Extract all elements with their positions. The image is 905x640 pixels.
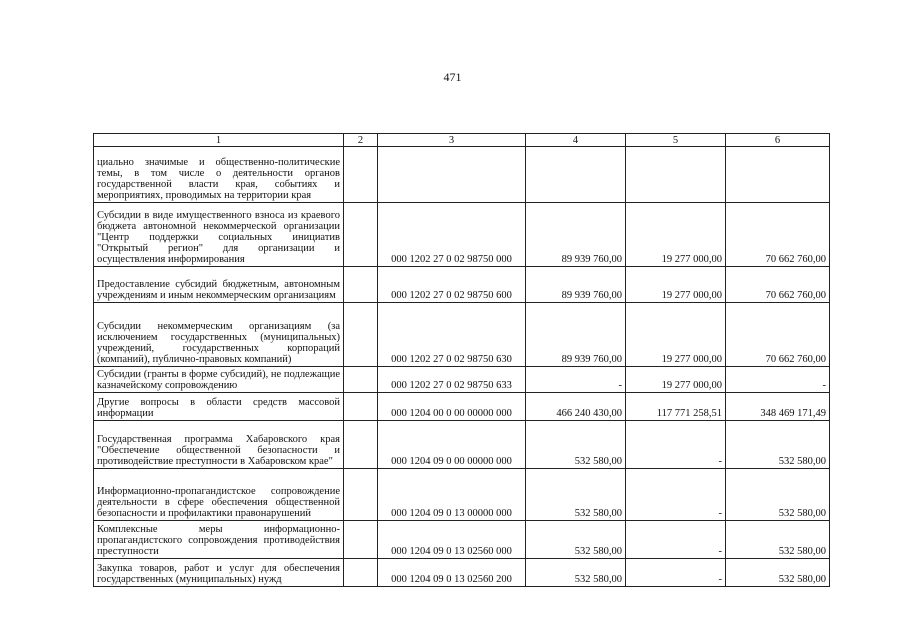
row-value-col5: 117 771 258,51	[626, 393, 726, 421]
row-value-col4: 89 939 760,00	[526, 203, 626, 267]
row-value-col6: 348 469 171,49	[726, 393, 830, 421]
row-code-cell: 000 1202 27 0 02 98750 000	[378, 203, 526, 267]
row-value-col4: 532 580,00	[526, 559, 626, 587]
row-value-col4: 89 939 760,00	[526, 303, 626, 367]
table-row	[94, 267, 830, 303]
table-row	[94, 367, 830, 393]
row-name-cell: Субсидии некоммерческим организациям (за исключением государственных (муниципальных) учреждений, государственных корпораций (компаний), публично-правовых компаний)	[94, 303, 344, 367]
row-value-col6: 532 580,00	[726, 521, 830, 559]
table-row	[94, 469, 830, 521]
row-value-col4	[526, 147, 626, 203]
column-header: 6	[726, 134, 830, 147]
row-value-col5: 19 277 000,00	[626, 303, 726, 367]
row-code-cell: 000 1204 00 0 00 00000 000	[378, 393, 526, 421]
row-col2-cell	[344, 421, 378, 469]
row-value-col4: 466 240 430,00	[526, 393, 626, 421]
table-body	[94, 147, 830, 587]
row-value-col6: -	[726, 367, 830, 393]
row-value-col6	[726, 147, 830, 203]
table-row	[94, 203, 830, 267]
row-col2-cell	[344, 203, 378, 267]
row-code-cell: 000 1204 09 0 13 00000 000	[378, 469, 526, 521]
row-code-cell: 000 1204 09 0 00 00000 000	[378, 421, 526, 469]
row-value-col5: -	[626, 421, 726, 469]
row-value-col6: 532 580,00	[726, 469, 830, 521]
row-col2-cell	[344, 521, 378, 559]
row-value-col5: -	[626, 559, 726, 587]
row-value-col5: -	[626, 521, 726, 559]
row-value-col4: 89 939 760,00	[526, 267, 626, 303]
row-value-col4: 532 580,00	[526, 521, 626, 559]
column-header: 2	[344, 134, 378, 147]
row-col2-cell	[344, 303, 378, 367]
table-row	[94, 421, 830, 469]
table-row	[94, 303, 830, 367]
page-number: 471	[443, 70, 462, 84]
row-col2-cell	[344, 147, 378, 203]
row-name-cell: Субсидии (гранты в форме субсидий), не подлежащие казначейскому сопровождению	[94, 367, 344, 393]
table-row	[94, 521, 830, 559]
row-name-cell: циально значимые и общественно-политические темы, в том числе о деятельности органов государственной власти края, событиях и мероприятиях, проводимых на территории края	[94, 147, 344, 203]
row-name-cell: Государственная программа Хабаровского края "Обеспечение общественной безопасности и противодействие преступности в Хабаровском крае"	[94, 421, 344, 469]
row-col2-cell	[344, 393, 378, 421]
row-value-col6: 532 580,00	[726, 421, 830, 469]
row-col2-cell	[344, 559, 378, 587]
row-code-cell: 000 1204 09 0 13 02560 200	[378, 559, 526, 587]
budget-table	[93, 133, 830, 587]
row-value-col4: 532 580,00	[526, 469, 626, 521]
row-value-col6: 70 662 760,00	[726, 303, 830, 367]
row-code-cell: 000 1202 27 0 02 98750 633	[378, 367, 526, 393]
row-name-cell: Закупка товаров, работ и услуг для обеспечения государственных (муниципальных) нужд	[94, 559, 344, 587]
table-header-row	[94, 134, 830, 147]
row-name-cell: Информационно-пропагандистское сопровождение деятельности в сфере обеспечения общественной безопасности и профилактики правонарушений	[94, 469, 344, 521]
row-value-col5: 19 277 000,00	[626, 203, 726, 267]
row-name-cell: Другие вопросы в области средств массовой информации	[94, 393, 344, 421]
row-name-cell: Комплексные меры информационно-пропагандистского сопровождения противодействия преступности	[94, 521, 344, 559]
row-col2-cell	[344, 267, 378, 303]
row-value-col6: 70 662 760,00	[726, 267, 830, 303]
row-name-cell: Субсидии в виде имущественного взноса из краевого бюджета автономной некоммерческой организации "Центр поддержки социальных инициатив "Открытый регион" для организации и осуществления информирования	[94, 203, 344, 267]
row-col2-cell	[344, 367, 378, 393]
column-header: 3	[378, 134, 526, 147]
row-value-col4: -	[526, 367, 626, 393]
table-row	[94, 393, 830, 421]
row-code-cell: 000 1204 09 0 13 02560 000	[378, 521, 526, 559]
row-col2-cell	[344, 469, 378, 521]
row-value-col5: -	[626, 469, 726, 521]
row-code-cell: 000 1202 27 0 02 98750 630	[378, 303, 526, 367]
row-code-cell: 000 1202 27 0 02 98750 600	[378, 267, 526, 303]
table-row	[94, 559, 830, 587]
row-value-col6: 70 662 760,00	[726, 203, 830, 267]
column-header: 1	[94, 134, 344, 147]
table-row	[94, 147, 830, 203]
row-value-col5	[626, 147, 726, 203]
column-header: 4	[526, 134, 626, 147]
row-value-col5: 19 277 000,00	[626, 367, 726, 393]
row-name-cell: Предоставление субсидий бюджетным, автономным учреждениям и иным некоммерческим организациям	[94, 267, 344, 303]
row-value-col5: 19 277 000,00	[626, 267, 726, 303]
column-header: 5	[626, 134, 726, 147]
row-code-cell	[378, 147, 526, 203]
row-value-col6: 532 580,00	[726, 559, 830, 587]
row-value-col4: 532 580,00	[526, 421, 626, 469]
